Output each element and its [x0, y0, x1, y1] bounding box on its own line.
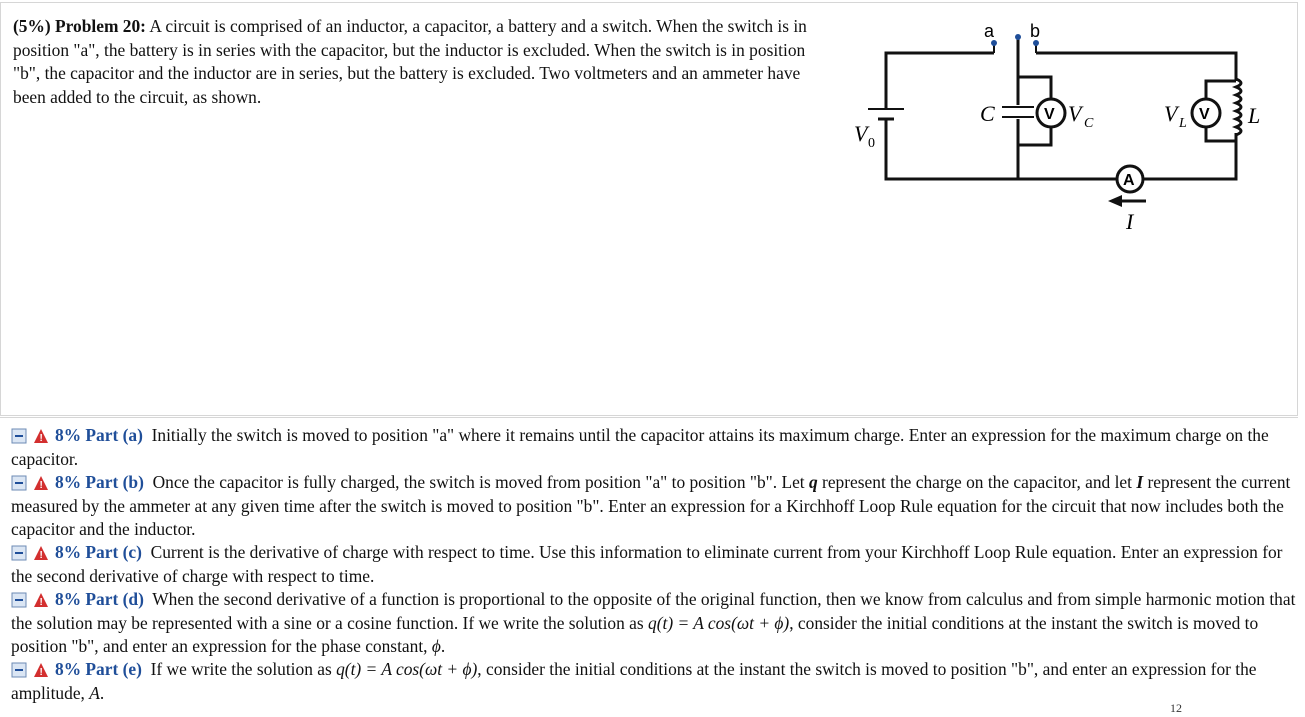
part-d-text-1: When the second derivative of a function is proportional to the opposite of the original function, then we know from calculus and from simple harmonic motion that the solution may be represented with a sine or a cosine function. If we write the solution as: [11, 589, 1296, 633]
part-b-var-q: q: [809, 472, 818, 492]
problem-panel: [0, 2, 1298, 416]
part-c[interactable]: [11, 541, 1296, 588]
cap-voltmeter-symbol: V: [1044, 106, 1055, 123]
part-c-text: Current is the derivative of charge with respect to time. Use this information to eliminate current from your Kirchhoff Loop Rule equation. Enter an expression for the second derivative of charge with respect to time.: [11, 542, 1283, 586]
part-d[interactable]: [11, 588, 1296, 659]
vl-top-wire: [1206, 81, 1236, 99]
expand-icon[interactable]: [11, 475, 27, 491]
part-d-text-3: .: [440, 636, 446, 656]
label-switch-a: a: [984, 21, 995, 41]
part-d-equation: q(t) = A cos(ωt + ϕ): [648, 612, 790, 633]
label-battery: V: [854, 121, 868, 146]
inductor-coil-icon: [1236, 79, 1241, 135]
problem-heading: (5%) Problem 20:: [13, 16, 146, 36]
current-arrow-icon: [1108, 195, 1122, 207]
part-d-text-2: , consider the initial conditions at the instant the switch is moved to position "b", and enter an expression for the phase constant,: [11, 612, 1259, 656]
label-ind-voltmeter-sub: L: [1179, 116, 1187, 131]
part-e-text-1: If we write the solution as: [150, 659, 337, 679]
problem-body: A circuit is comprised of an inductor, a capacitor, a battery and a switch. When the switch is in position "a", the battery is in series with the capacitor, but the inductor is excluded. When the switch is in position "b", the capacitor and the inductor are in series, but the battery is excluded. Two voltmeters and an ammeter have been added to the circuit, as shown.: [13, 16, 807, 107]
warning-icon: [33, 662, 49, 678]
part-e-text-2: , consider the initial conditions at the instant the switch is moved to position "b", and enter an expression for the amplitude,: [11, 659, 1257, 703]
wire-right-top: [1036, 53, 1236, 81]
parts-panel: [0, 417, 1298, 717]
switch-pivot: [1015, 34, 1021, 40]
expand-icon[interactable]: [11, 545, 27, 561]
label-cap-voltmeter-sub: C: [1084, 116, 1094, 131]
part-b-text-2: represent the charge on the capacitor, and let: [817, 472, 1137, 492]
circuit-diagram: [846, 15, 1305, 235]
part-e-text-3: .: [99, 682, 105, 703]
ammeter-symbol: A: [1123, 172, 1135, 189]
label-switch-b: b: [1030, 21, 1041, 41]
part-e[interactable]: [11, 658, 1296, 705]
part-d-var-phi: ϕ: [431, 636, 441, 656]
part-a[interactable]: [11, 424, 1296, 471]
part-a-text: Initially the switch is moved to position "a" where it remains until the capacitor attains its maximum charge. Enter an expression for the maximum charge on the capacitor.: [11, 425, 1269, 469]
label-cap-voltmeter: V: [1068, 101, 1082, 126]
part-b-text-3: represent the current measured by the ammeter at any given time after the switch is moved to position "b". Enter an expression for a Kirchhoff Loop Rule equation for the circuit that now includes both the capacitor and the inductor.: [11, 472, 1291, 539]
truncated-text: 12: [1170, 701, 1182, 715]
part-a-heading: 8% Part (a): [55, 425, 143, 445]
warning-icon: [33, 592, 49, 608]
label-inductor: L: [1248, 103, 1261, 128]
part-e-var-a: A: [89, 682, 100, 703]
vl-bottom-wire: [1206, 127, 1236, 141]
svg-text:!: !: [39, 433, 43, 444]
ind-voltmeter-symbol: V: [1199, 106, 1210, 123]
warning-icon: [33, 475, 49, 491]
part-b-heading: 8% Part (b): [55, 472, 144, 492]
expand-icon[interactable]: [11, 662, 27, 678]
svg-text:!: !: [39, 550, 43, 561]
part-b-var-i: I: [1136, 472, 1144, 492]
part-b[interactable]: [11, 471, 1296, 542]
vc-top-wire: [1018, 77, 1051, 99]
part-b-text-1: Once the capacitor is fully charged, the switch is moved from position "a" to position "b". Let: [152, 472, 809, 492]
label-current: I: [1126, 209, 1134, 234]
part-e-heading: 8% Part (e): [55, 659, 142, 679]
expand-icon[interactable]: [11, 592, 27, 608]
expand-icon[interactable]: [11, 428, 27, 444]
problem-statement: [13, 15, 828, 109]
part-e-equation: q(t) = A cos(ωt + ϕ): [336, 659, 478, 679]
warning-icon: [33, 545, 49, 561]
svg-text:!: !: [39, 480, 43, 491]
svg-text:!: !: [39, 597, 43, 608]
part-c-heading: 8% Part (c): [55, 542, 142, 562]
label-ind-voltmeter: V: [1164, 101, 1178, 126]
wire-left-top: [886, 53, 994, 109]
label-capacitor: C: [980, 101, 995, 126]
label-battery-sub: 0: [868, 136, 875, 151]
part-d-heading: 8% Part (d): [55, 589, 144, 609]
vc-bottom-wire: [1018, 127, 1051, 145]
warning-icon: [33, 428, 49, 444]
svg-text:!: !: [39, 667, 43, 678]
